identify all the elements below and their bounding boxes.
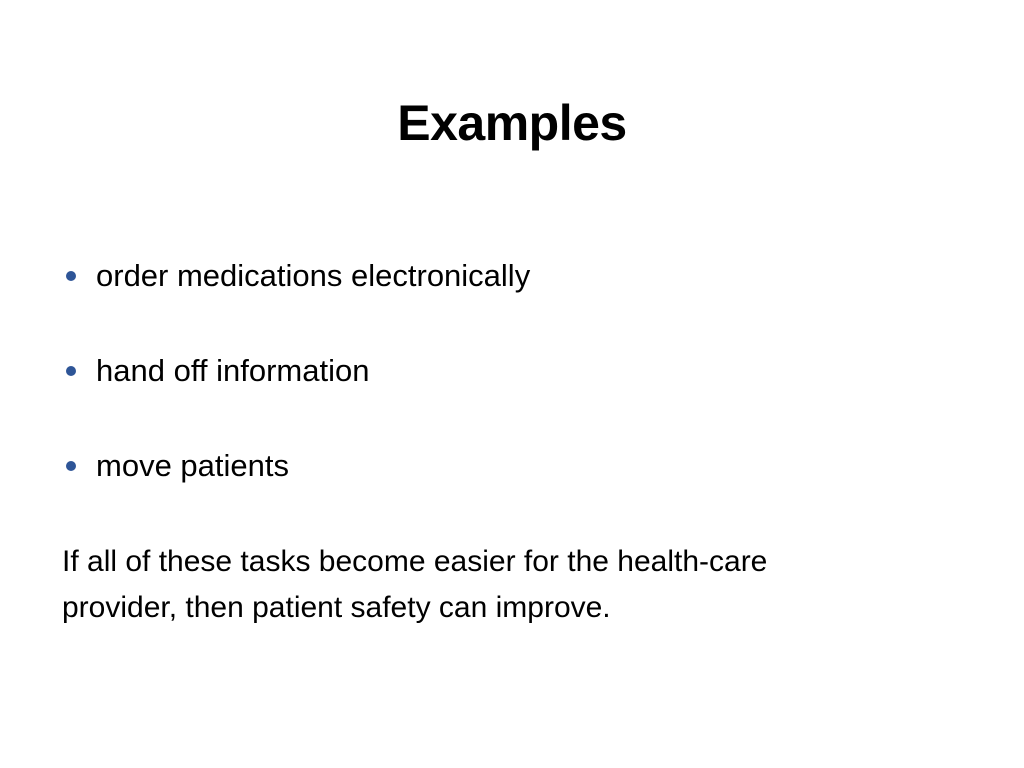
slide-title: Examples [397, 95, 627, 151]
bullet-text: move patients [96, 448, 289, 483]
bullet-icon [66, 366, 76, 376]
summary-paragraph [62, 539, 962, 631]
paragraph-line: provider, then patient safety can improve. [62, 591, 611, 624]
list-item [62, 347, 962, 395]
bullet-text: hand off information [96, 353, 370, 388]
list-item [62, 252, 962, 300]
list-item [62, 442, 962, 490]
bullet-text: order medications electronically [96, 258, 531, 293]
bullet-icon [66, 271, 76, 281]
paragraph-line: If all of these tasks become easier for the health-care [62, 545, 768, 578]
bullet-icon [66, 461, 76, 471]
bullet-list [62, 252, 962, 537]
